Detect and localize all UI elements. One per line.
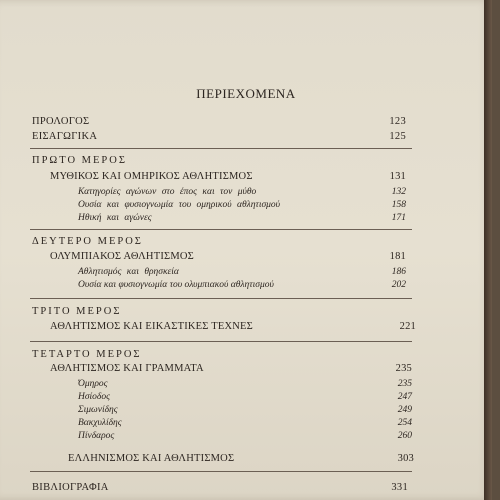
toc-heading: ΠΕΡΙΕΧΟΜΕΝΑ: [196, 86, 296, 101]
divider: [30, 471, 412, 472]
divider: [30, 298, 412, 299]
part-title: ΤΕΤΑΡΤΟ ΜΕΡΟΣ: [32, 349, 142, 360]
subsection-page: 158: [391, 200, 406, 210]
entry-page: 123: [389, 116, 406, 127]
subsection-title: Πίνδαρος: [78, 431, 115, 441]
section-entry: [0, 321, 492, 337]
section-entry: [0, 363, 492, 379]
subsection-title: Ησίοδος: [78, 392, 110, 402]
subsection-title: Ηθική και αγώνες: [78, 213, 152, 223]
subsection-title: Βακχυλίδης: [78, 418, 122, 428]
entry-title: ΒΙΒΛΙΟΓΡΑΦΙΑ: [32, 482, 109, 493]
subsection-title: Σιμωνίδης: [78, 405, 118, 415]
entry-title: ΕΙΣΑΓΩΓΙΚΑ: [32, 131, 98, 142]
section-page: 131: [389, 171, 406, 182]
part-title: ΠΡΩΤΟ ΜΕΡΟΣ: [32, 155, 127, 166]
section-page: 303: [397, 453, 414, 464]
section-title: ΟΛΥΜΠΙΑΚΟΣ ΑΘΛΗΤΙΣΜΟΣ: [50, 251, 194, 262]
divider: [30, 341, 412, 342]
section-title: ΜΥΘΙΚΟΣ ΚΑΙ ΟΜΗΡΙΚΟΣ ΑΘΛΗΤΙΣΜΟΣ: [50, 171, 253, 182]
part-title: ΔΕΥΤΕΡΟ ΜΕΡΟΣ: [32, 236, 143, 247]
section-entry: [0, 171, 492, 187]
toc-entry-introduction: [0, 131, 492, 147]
toc-entry-preface: [0, 116, 492, 132]
subsection-page: 171: [391, 213, 406, 223]
section-page: 235: [395, 363, 412, 374]
section-entry: [0, 453, 492, 469]
subsection-entry: [0, 213, 492, 229]
subsection-page: 260: [397, 431, 412, 441]
section-entry: [0, 251, 492, 267]
subsection-page: 254: [397, 418, 412, 428]
subsection-page: 132: [391, 187, 406, 197]
subsection-title: Κατηγορίες αγώνων στο έπος και τον μύθο: [78, 187, 257, 197]
entry-page: 125: [389, 131, 406, 142]
subsection-page: 202: [391, 280, 406, 290]
entry-title: ΠΡΟΛΟΓΟΣ: [32, 116, 90, 127]
section-page: 181: [389, 251, 406, 262]
toc-entry-bibliography: [0, 482, 492, 498]
divider: [30, 229, 412, 230]
divider: [30, 148, 412, 149]
part-heading: [0, 236, 492, 252]
subsection-page: 186: [391, 267, 406, 277]
subsection-page: 249: [397, 405, 412, 415]
section-page: 221: [399, 321, 416, 332]
subsection-title: Ουσία και φυσιογνωμία του ολυμπιακού αθλητισμού: [78, 280, 274, 290]
part-title: ΤΡΙΤΟ ΜΕΡΟΣ: [32, 306, 122, 317]
subsection-entry: [0, 431, 492, 447]
subsection-page: 235: [397, 379, 412, 389]
subsection-page: 247: [397, 392, 412, 402]
section-title: ΕΛΛΗΝΙΣΜΟΣ ΚΑΙ ΑΘΛΗΤΙΣΜΟΣ: [68, 453, 235, 464]
subsection-title: Αθλητισμός και θρησκεία: [78, 267, 179, 277]
entry-page: 331: [391, 482, 408, 493]
part-heading: [0, 155, 492, 171]
section-title: ΑΘΛΗΤΙΣΜΟΣ ΚΑΙ ΕΙΚΑΣΤΙΚΕΣ ΤΕΧΝΕΣ: [50, 321, 253, 332]
section-title: ΑΘΛΗΤΙΣΜΟΣ ΚΑΙ ΓΡΑΜΜΑΤΑ: [50, 363, 204, 374]
part-heading: [0, 306, 492, 322]
subsection-title: Όμηρος: [78, 379, 108, 389]
subsection-title: Ουσία και φυσιογνωμία του ομηρικού αθλητισμού: [78, 200, 281, 210]
subsection-entry: [0, 280, 492, 296]
